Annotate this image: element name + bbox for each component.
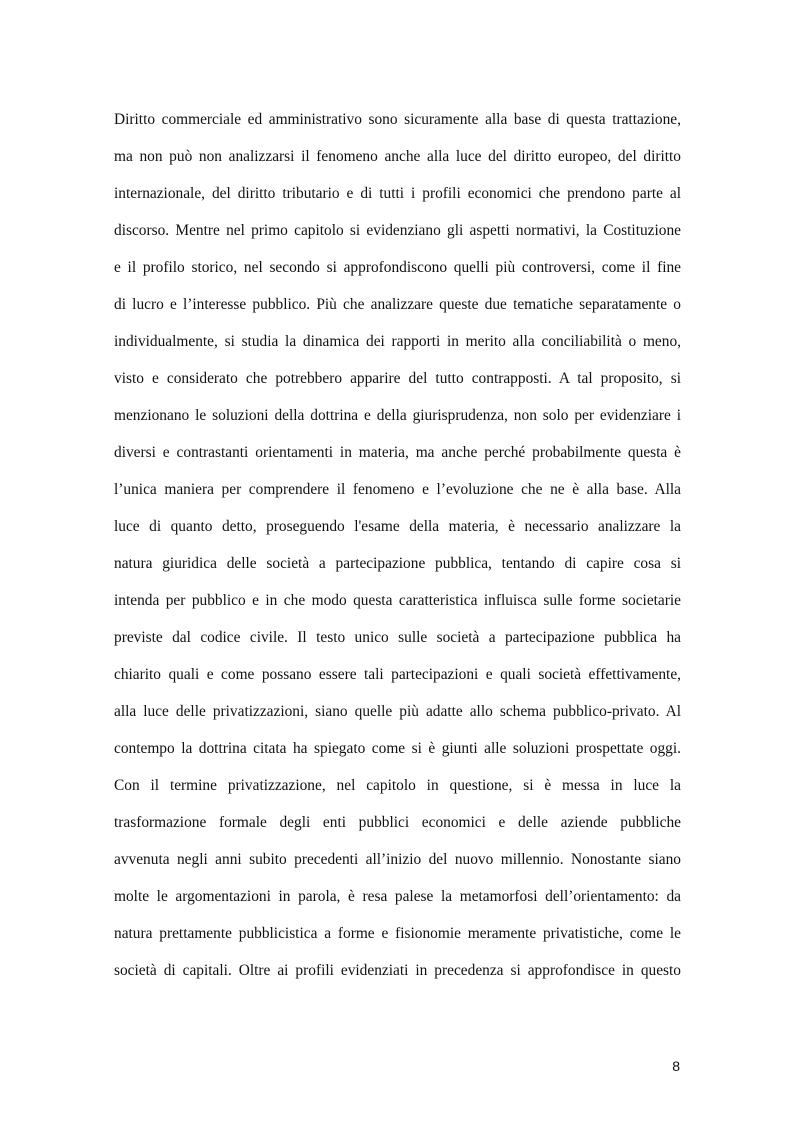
text-line: discorso. Mentre nel primo capitolo si evidenziano gli aspetti normativi, la Costituzione [114,222,681,239]
text-line: Diritto commerciale ed amministrativo sono sicuramente alla base di questa trattazione, [114,111,681,128]
text-line: di lucro e l’interesse pubblico. Più che analizzare queste due tematiche separatamente o [114,296,681,313]
text-line: alla luce delle privatizzazioni, siano quelle più adatte allo schema pubblico-privato. Al [114,703,681,720]
text-line: chiarito quali e come possano essere tali partecipazioni e quali società effettivamente, [114,666,681,683]
text-line: visto e considerato che potrebbero apparire del tutto contrapposti. A tal proposito, si [114,370,681,387]
text-line: luce di quanto detto, proseguendo l'esame della materia, è necessario analizzare la [114,518,681,535]
text-line: individualmente, si studia la dinamica dei rapporti in merito alla conciliabilità o meno, [114,333,681,350]
text-line: contempo la dottrina citata ha spiegato come si è giunti alle soluzioni prospettate oggi. [114,740,681,757]
text-line: avvenuta negli anni subito precedenti all’inizio del nuovo millennio. Nonostante siano [114,851,681,868]
page-number: 8 [672,1058,680,1074]
text-line: Con il termine privatizzazione, nel capitolo in questione, si è messa in luce la [114,777,681,794]
text-line: natura giuridica delle società a partecipazione pubblica, tentando di capire cosa si [114,555,681,572]
text-line: l’unica maniera per comprendere il fenomeno e l’evoluzione che ne è alla base. Alla [114,481,681,498]
text-line: intenda per pubblico e in che modo questa caratteristica influisca sulle forme societarie [114,592,681,609]
text-line: internazionale, del diritto tributario e di tutti i profili economici che prendono parte al [114,185,681,202]
text-line: molte le argomentazioni in parola, è resa palese la metamorfosi dell’orientamento: da [114,888,681,905]
text-line: società di capitali. Oltre ai profili evidenziati in precedenza si approfondisce in questo [114,962,681,979]
text-line: natura prettamente pubblicistica a forme e fisionomie meramente privatistiche, come le [114,925,681,942]
text-line: trasformazione formale degli enti pubblici economici e delle aziende pubbliche [114,814,681,831]
text-line: previste dal codice civile. Il testo unico sulle società a partecipazione pubblica ha [114,629,681,646]
text-line: diversi e contrastanti orientamenti in materia, ma anche perché probabilmente questa è [114,444,681,461]
text-line: menzionano le soluzioni della dottrina e della giurisprudenza, non solo per evidenziare i [114,407,681,424]
text-line: ma non può non analizzarsi il fenomeno anche alla luce del diritto europeo, del diritto [114,148,681,165]
text-line: e il profilo storico, nel secondo si approfondiscono quelli più controversi, come il fine [114,259,681,276]
